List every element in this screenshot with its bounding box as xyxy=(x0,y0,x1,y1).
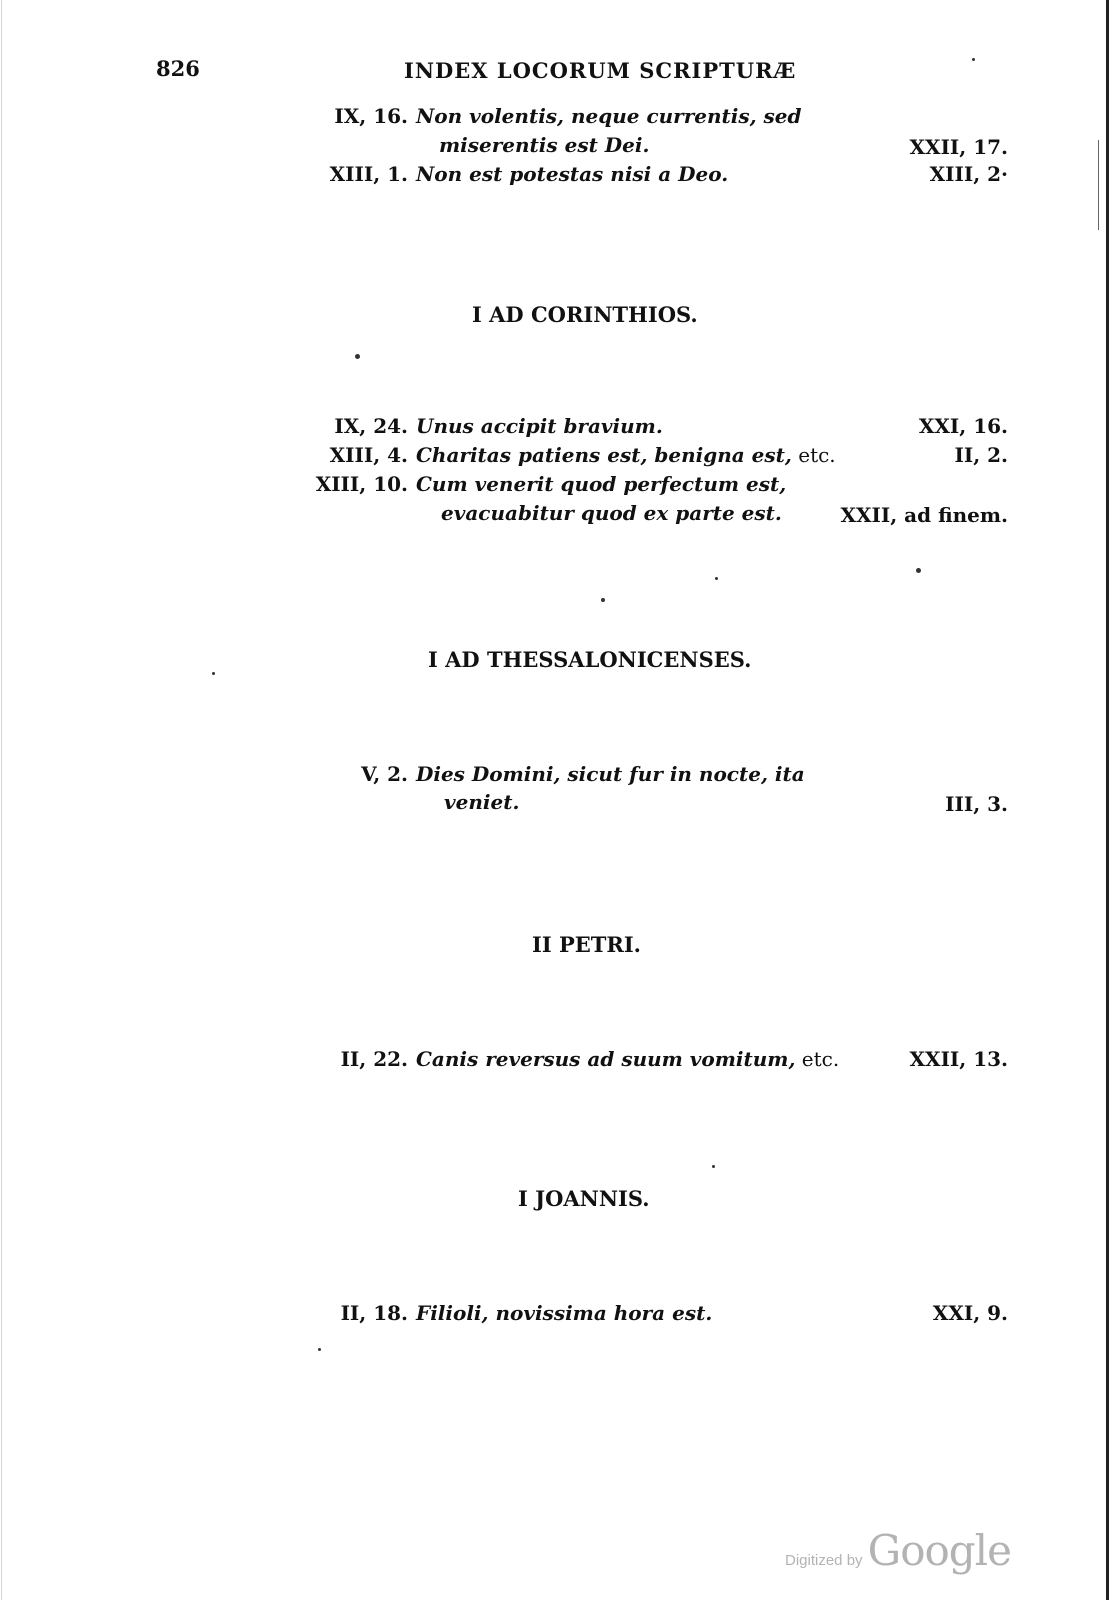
index-entry xyxy=(300,443,1008,473)
entry-reference: IX, 24. xyxy=(334,414,408,438)
index-entry xyxy=(300,414,1008,444)
scan-speck xyxy=(601,598,605,602)
scan-speck xyxy=(355,354,360,359)
index-entry-locator-row xyxy=(300,135,1008,165)
index-entry xyxy=(300,104,1008,134)
scan-speck xyxy=(318,1348,321,1351)
entry-suffix: etc. xyxy=(798,443,836,467)
entry-locator: II, 2. xyxy=(954,443,1008,467)
scan-speck xyxy=(916,568,921,573)
running-head: INDEX LOCORUM SCRIPTURÆ xyxy=(404,58,797,83)
entry-quote: Cum venerit quod perfectum est, xyxy=(416,472,787,496)
entry-reference: V, 2. xyxy=(361,762,408,786)
entry-text xyxy=(416,104,802,128)
entry-text xyxy=(416,472,786,496)
entry-locator: XXI, 9. xyxy=(932,1301,1008,1325)
entry-quote: Charitas patiens est, benigna est, xyxy=(416,443,792,467)
section-title: I AD CORINTHIOS. xyxy=(472,302,698,327)
section-title: I JOANNIS. xyxy=(518,1186,650,1211)
entry-reference: IX, 16. xyxy=(334,104,408,128)
page-right-edge-mark xyxy=(1098,140,1099,230)
scan-speck xyxy=(972,58,975,61)
google-watermark xyxy=(785,1526,1011,1575)
entry-locator: III, 3. xyxy=(945,792,1008,816)
entry-reference: XIII, 4. xyxy=(329,443,408,467)
google-logo: Google xyxy=(867,1526,1011,1575)
entry-suffix: etc. xyxy=(801,1047,840,1071)
page-right-edge xyxy=(1106,0,1109,1600)
entry-locator: XXI, 16. xyxy=(918,414,1008,438)
scan-speck xyxy=(715,577,718,580)
entry-text xyxy=(416,1047,839,1071)
index-entry xyxy=(300,162,1008,192)
entry-quote: Unus accipit bravium. xyxy=(416,414,663,438)
scan-speck xyxy=(712,1165,715,1168)
entry-text xyxy=(416,762,805,786)
entry-quote: Filioli, novissima hora est. xyxy=(416,1301,713,1325)
entry-text xyxy=(416,162,728,186)
entry-locator: XXII, ad finem. xyxy=(840,503,1008,527)
entry-text xyxy=(416,443,836,467)
entry-text xyxy=(416,414,663,438)
entry-reference: II, 22. xyxy=(340,1047,408,1071)
index-entry-locator-row xyxy=(300,792,1008,822)
entry-quote: Dies Domini, sicut fur in nocte, ita xyxy=(416,762,805,786)
entry-reference: XIII, 10. xyxy=(315,472,408,496)
entry-locator: XXII, 17. xyxy=(909,135,1008,159)
watermark-prefix: Digitized by xyxy=(785,1552,863,1569)
section-title: I AD THESSALONICENSES. xyxy=(428,647,752,672)
page-left-edge xyxy=(1,0,2,1600)
index-entry xyxy=(300,1047,1008,1077)
section-title: II PETRI. xyxy=(532,932,641,957)
index-entry xyxy=(300,1301,1008,1331)
index-entry xyxy=(300,472,1008,502)
entry-reference: XIII, 1. xyxy=(329,162,408,186)
entry-reference: II, 18. xyxy=(340,1301,408,1325)
scan-speck xyxy=(212,672,215,675)
entry-continuation: miserentis est Dei. xyxy=(439,133,650,157)
page-number: 826 xyxy=(156,56,200,81)
index-entry xyxy=(300,762,1008,792)
entry-quote: Canis reversus ad suum vomitum, xyxy=(416,1047,796,1071)
entry-continuation: evacuabitur quod ex parte est. xyxy=(441,501,782,525)
entry-locator: XIII, 2· xyxy=(929,162,1008,186)
entry-quote: Non est potestas nisi a Deo. xyxy=(416,162,729,186)
entry-text xyxy=(416,1301,712,1325)
index-entry-locator-row xyxy=(300,503,1008,533)
entry-continuation: veniet. xyxy=(444,790,520,814)
entry-locator: XXII, 13. xyxy=(909,1047,1008,1071)
entry-quote: Non volentis, neque currentis, sed xyxy=(416,104,802,128)
